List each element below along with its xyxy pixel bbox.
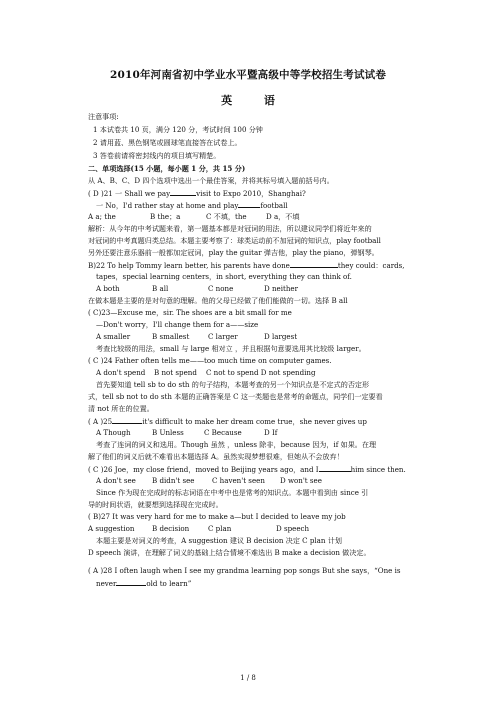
exam-title: 2010年河南省初中学业水平暨高级中等学校招生考试试卷	[109, 69, 387, 81]
q26-options	[96, 476, 416, 486]
q27-option-b: B decision	[152, 524, 190, 533]
q21-reply-part1: 一 No，I'd rather stay at home and play	[96, 201, 239, 210]
q24-explanation-2: 式，tell sb not to do sth 本题的正确答案是 C 这一类题也是常考的命题点，同学们一定要看	[88, 392, 383, 401]
q21-option-b: B the；a	[150, 212, 181, 221]
q25-explanation-2: 解了他们的词义后就不难看出本题选择 A。虽然实现梦想很难，但她从不会放弃！	[88, 452, 344, 461]
q27-explanation-1: 本题主要是对词义的考查，A suggestion 建议 B decision 决定 C plan 计划	[96, 536, 342, 545]
q25-option-b: B Unless	[152, 428, 184, 437]
q22-explanation: 在做本题是主要的是对句意的理解。他的父母已经做了他们能做的一切。选择 B all	[88, 296, 348, 305]
q25-stem-part1: ( A )25	[88, 417, 113, 426]
q22-options	[96, 284, 416, 294]
q22-stem	[88, 260, 418, 271]
q22-blank	[290, 260, 338, 268]
q24-option-c: C not to spend D not spending	[206, 368, 316, 377]
q26-stem	[88, 464, 418, 475]
q21-explanation-3: 另外还要注意乐器前一般都加定冠词，play the guitar 弹吉他，play the piano，弹钢琴。	[88, 248, 379, 257]
q23-option-b: B smallest	[152, 332, 190, 341]
q21-explanation-2: 对冠词的中考真题归类总结。本题主要考察了：球类运动前不加冠词的知识点，play football	[88, 236, 381, 245]
q22-option-c: C none	[208, 284, 234, 293]
q23-option-d: D largest	[264, 332, 298, 341]
q25-explanation-1: 考查了连词的词义和选用。Though 虽然 ，unless 除非，because 因为，if 如果。在理	[96, 440, 377, 449]
q22-stem-part1: B)22 To help Tommy learn better, his parents have done	[88, 261, 290, 270]
q26-option-c: C haven't seen	[212, 476, 265, 485]
q25-blank	[112, 416, 142, 424]
q21-reply-part2: football	[260, 201, 288, 210]
note-item-3: 3 答卷前请将密封线内的项目填写精楚。	[93, 151, 221, 160]
note-item-1: 1 本试卷共 10 页，满分 120 分，考试时间 100 分钟	[93, 125, 263, 134]
q21-blank-2	[238, 200, 260, 208]
q23-options	[96, 332, 416, 342]
q28-stem-part1: never	[96, 579, 117, 588]
q26-option-a: A don't see	[96, 476, 136, 485]
subject-title: 英 语	[221, 94, 289, 107]
q26-stem-part1: ( C )26 Joe，my close friend，moved to Beijing years ago，and I	[88, 465, 319, 474]
q25-stem-part2: it's difficult to make her dream come true，she never gives up	[142, 417, 367, 426]
q28-stem-part2: old to learn”	[146, 579, 192, 588]
q21-stem	[88, 188, 418, 199]
section-instruction: 从 A、B、C、D 四个选项中选出一个最佳答案，并将其标号填入题前括号内。	[88, 176, 334, 185]
q21-stem-part2: visit to Expo 2010，Shanghai?	[196, 189, 306, 198]
q21-explanation-1: 解析：从今年的中考试题来看，第一题基本都是对冠词的用法，所以建议同学们将近年来的	[88, 224, 372, 233]
q27-options	[88, 524, 408, 534]
q24-option-b: B not spend	[154, 368, 197, 377]
q28-stem-line2	[96, 578, 426, 589]
q22-option-d: D neither	[264, 284, 298, 293]
q21-option-c: C 不填，the	[206, 212, 247, 221]
q27-option-d: D speech	[276, 524, 310, 533]
q27-stem: ( B)27 It was very hard for me to make a—but I decided to leave my job	[88, 512, 346, 521]
q22-stem-line2: tapes，special learning centers，in short, everything they can think of.	[96, 272, 352, 281]
q26-option-d: D won't see	[280, 476, 322, 485]
q25-option-c: C Because	[204, 428, 242, 437]
q23-reply: —Don't worry，I'll change them for a——size	[96, 320, 259, 329]
notes-heading: 注意事项:	[88, 112, 119, 121]
q27-explanation-2: D speech 演讲，在理解了词义的基础上结合情境不难选出 B make a decision 做决定。	[88, 548, 371, 557]
q22-option-a: A both	[96, 284, 120, 293]
q27-option-c: C plan	[208, 524, 232, 533]
q22-option-b: B all	[152, 284, 169, 293]
q26-stem-part2: him since then.	[350, 465, 406, 474]
q25-option-d: D If	[264, 428, 278, 437]
q21-blank-1	[170, 188, 196, 196]
q25-options	[96, 428, 416, 438]
q24-explanation-3: 清 not 所在的位置。	[88, 404, 154, 413]
q23-stem: ( C)23—Excuse me，sir. The shoes are a bit small for me	[88, 308, 292, 317]
q22-stem-part2: they could：cards,	[337, 261, 405, 270]
q21-option-d: D a，不填	[266, 212, 300, 221]
q21-options	[88, 212, 408, 222]
q21-stem-part1: ( D )21 一 Shall we pay	[88, 189, 171, 198]
q21-reply	[96, 200, 426, 211]
section-heading: 二、单项选择(15 小题，每小题 1 分，共 15 分)	[88, 164, 246, 173]
q28-stem: ( A )28 I often laugh when I see my grandma learning pop songs But she says，“One is	[88, 566, 401, 575]
q24-options	[96, 368, 416, 378]
q25-option-a: A Though	[96, 428, 131, 437]
q26-explanation-2: 导的时间状语，就要想到选择现在完成时。	[88, 500, 223, 509]
q28-blank	[116, 578, 146, 586]
q24-explanation-1: 首先要知道 tell sb to do sth 的句子结构，本题考查的另一个知识点是不定式的否定形	[96, 380, 370, 389]
q23-option-c: C larger	[208, 332, 238, 341]
q27-option-a: A suggestion	[88, 524, 135, 533]
note-item-2: 2 请用蓝、黑色钢笔或圆球笔直接答在试卷上。	[93, 138, 242, 147]
q23-explanation: 考查比较级的用法，small 与 large 相对立 ，并且根据句意要选用其比较级 larger。	[96, 344, 366, 353]
q26-blank	[319, 464, 351, 472]
q25-stem	[88, 416, 418, 427]
page-number: 1 / 8	[240, 674, 256, 682]
q21-option-a: A a; the	[88, 212, 116, 221]
q23-option-a: A smaller	[96, 332, 131, 341]
q24-option-a: A don't spend	[96, 368, 146, 377]
q24-stem: ( C )24 Father often tells me——too much time on computer games.	[88, 356, 332, 365]
q26-option-b: B didn't see	[152, 476, 195, 485]
q26-explanation-1: Since 作为现在完成时的标志词语在中考中也是常考的知识点。本题中看到由 since 引	[96, 488, 369, 497]
